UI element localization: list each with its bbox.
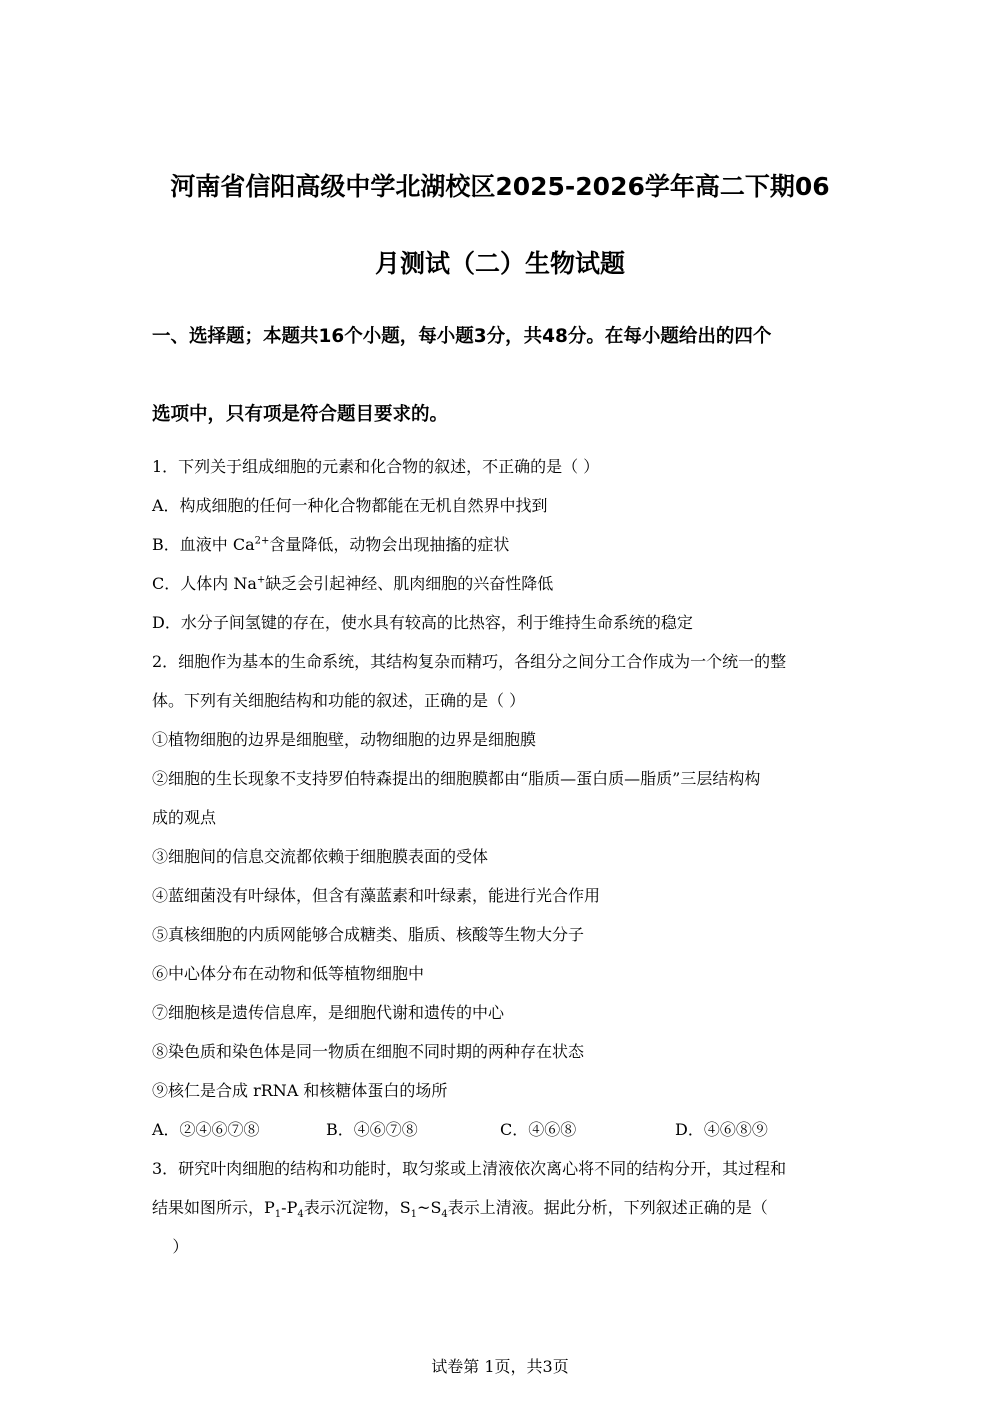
question-2-option-c: C．④⑥⑧ — [500, 1120, 577, 1139]
question-3-stem-line-1: 3．研究叶肉细胞的结构和功能时，取匀浆或上清液依次离心将不同的结构分开，其过程和 — [152, 1159, 787, 1178]
statement-2-line-2: 成的观点 — [152, 808, 217, 827]
question-1-option-c — [152, 573, 553, 595]
question-1-option-a: A．构成细胞的任何一种化合物都能在无机自然界中找到 — [152, 496, 548, 515]
stem-text-1: 结果如图所示，P — [152, 1198, 275, 1217]
option-c-text-end: 缺乏会引起神经、肌肉细胞的兴奋性降低 — [265, 574, 554, 593]
question-3-stem-line-2 — [152, 1197, 768, 1219]
statement-5: ⑤真核细胞的内质网能够合成糖类、脂质、核酸等生物大分子 — [152, 925, 585, 944]
subscript-3: 1 — [410, 1209, 418, 1221]
statement-3: ③细胞间的信息交流都依赖于细胞膜表面的受体 — [152, 847, 489, 866]
stem-text-5: 表示上清液。据此分析，下列叙述正确的是（ — [447, 1198, 768, 1217]
question-1-option-b — [152, 534, 509, 556]
section-heading-line-2: 选项中，只有项是符合题目要求的。 — [152, 404, 449, 425]
question-1-stem: 1．下列关于组成细胞的元素和化合物的叙述，不正确的是（ ） — [152, 457, 600, 476]
statement-4: ④蓝细菌没有叶绿体，但含有藻蓝素和叶绿素，能进行光合作用 — [152, 886, 601, 905]
question-1-option-d: D．水分子间氢键的存在，使水具有较高的比热容，利于维持生命系统的稳定 — [152, 613, 693, 632]
subscript-4: 4 — [441, 1209, 448, 1221]
option-b-text-end: 含量降低，动物会出现抽搐的症状 — [269, 535, 510, 554]
document-title-line-1: 河南省信阳高级中学北湖校区2025-2026学年高二下期06 — [170, 172, 830, 201]
stem-text-2: -P — [281, 1198, 298, 1217]
option-b-text-start: B．血液中 Ca — [152, 535, 255, 554]
calcium-charge: 2+ — [254, 535, 270, 547]
question-3-stem-line-3: ） — [152, 1237, 189, 1256]
statement-6: ⑥中心体分布在动物和低等植物细胞中 — [152, 964, 425, 983]
subscript-2: 4 — [297, 1209, 304, 1221]
question-2-option-d: D．④⑥⑧⑨ — [675, 1120, 768, 1139]
statement-8: ⑧染色质和染色体是同一物质在细胞不同时期的两种存在状态 — [152, 1042, 585, 1061]
section-heading-line-1: 一、选择题；本题共16个小题，每小题3分，共48分。在每小题给出的四个 — [152, 326, 772, 347]
page-footer: 试卷第 1页，共3页 — [431, 1357, 569, 1376]
question-2-stem-line-2: 体。下列有关细胞结构和功能的叙述，正确的是（ ） — [152, 691, 526, 710]
question-2-stem-line-1: 2．细胞作为基本的生命系统，其结构复杂而精巧，各组分之间分工合作成为一个统一的整 — [152, 652, 787, 671]
option-c-text-start: C．人体内 Na — [152, 574, 257, 593]
question-2-option-a: A．②④⑥⑦⑧ — [152, 1120, 260, 1139]
stem-text-4: ~S — [417, 1198, 442, 1217]
statement-2-line-1: ②细胞的生长现象不支持罗伯特森提出的细胞膜都由“脂质—蛋白质—脂质”三层结构构 — [152, 769, 761, 788]
sodium-charge: + — [256, 574, 266, 586]
subscript-1: 1 — [274, 1209, 282, 1221]
question-2-option-b: B．④⑥⑦⑧ — [326, 1120, 418, 1139]
statement-9: ⑨核仁是合成 rRNA 和核糖体蛋白的场所 — [152, 1081, 448, 1100]
statement-7: ⑦细胞核是遗传信息库，是细胞代谢和遗传的中心 — [152, 1003, 505, 1022]
document-title-line-2: 月测试（二）生物试题 — [374, 249, 625, 278]
statement-1: ①植物细胞的边界是细胞壁，动物细胞的边界是细胞膜 — [152, 730, 537, 749]
stem-text-3: 表示沉淀物，S — [303, 1198, 411, 1217]
